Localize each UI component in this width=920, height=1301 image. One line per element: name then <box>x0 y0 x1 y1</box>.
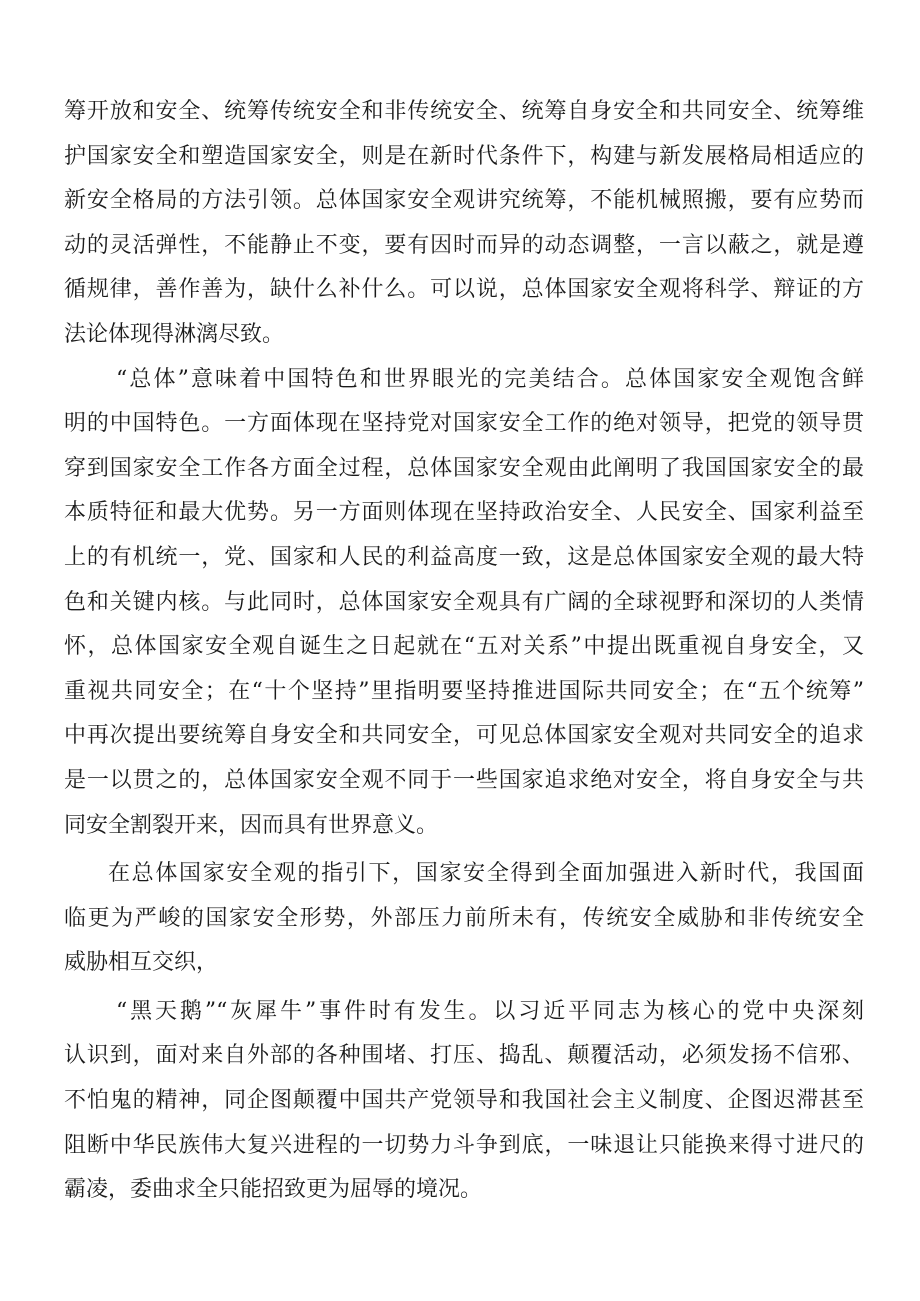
text-line: 筹开放和安全、统筹传统安全和非传统安全、统筹自身安全和共同安全、统筹维 <box>64 99 864 124</box>
text-line: 阻断中华民族伟大复兴进程的一切势力斗争到底，一味退让只能换来得寸进尺的 <box>64 1132 864 1158</box>
paragraph-first-line: “黑天鹅”“灰犀牛”事件时有发生。以习近平同志为核心的党中央深刻 <box>116 998 864 1024</box>
text-line: 上的有机统一，党、国家和人民的利益高度一致，这是总体国家安全观的最大特 <box>64 544 864 570</box>
text-line: 同安全割裂开来，因而具有世界意义。 <box>64 812 439 838</box>
text-line: 明的中国特色。一方面体现在坚持党对国家安全工作的绝对领导，把党的领导贯 <box>64 411 864 437</box>
text-line: 怀，总体国家安全观自诞生之日起就在“五对关系”中提出既重视自身安全，又 <box>64 634 864 660</box>
text-line: 认识到，面对来自外部的各种围堵、打压、捣乱、颠覆活动，必须发扬不信邪、 <box>64 1043 864 1069</box>
text-line: 本质特征和最大优势。另一方面则体现在坚持政治安全、人民安全、国家利益至 <box>64 500 864 526</box>
document-body <box>64 90 864 1213</box>
text-line: 循规律，善作善为，缺什么补什么。可以说，总体国家安全观将科学、辩证的方 <box>64 277 864 303</box>
text-line: 威胁相互交织， <box>64 950 219 976</box>
text-line: 重视共同安全；在“十个坚持”里指明要坚持推进国际共同安全；在“五个统筹” <box>64 678 864 704</box>
text-line: 临更为严峻的国家安全形势，外部压力前所未有，传统安全威胁和非传统安全 <box>64 905 864 931</box>
paragraph-first-line: “总体”意味着中国特色和世界眼光的完美结合。总体国家安全观饱含鲜 <box>116 366 864 392</box>
text-line: 护国家安全和塑造国家安全，则是在新时代条件下，构建与新发展格局相适应的 <box>64 143 864 169</box>
text-line: 不怕鬼的精神，同企图颠覆中国共产党领导和我国社会主义制度、企图迟滞甚至 <box>64 1088 864 1114</box>
text-line: 新安全格局的方法引领。总体国家安全观讲究统筹，不能机械照搬，要有应势而 <box>64 188 864 214</box>
paragraph-first-line: 在总体国家安全观的指引下，国家安全得到全面加强进入新时代，我国面 <box>108 861 864 887</box>
text-line: 动的灵活弹性，不能静止不变，要有因时而异的动态调整，一言以蔽之，就是遵 <box>64 232 864 258</box>
text-line: 中再次提出要统筹自身安全和共同安全，可见总体国家安全观对共同安全的追求 <box>64 723 864 749</box>
text-line: 是一以贯之的，总体国家安全观不同于一些国家追求绝对安全，将自身安全与共 <box>64 767 864 793</box>
text-line: 霸凌，委曲求全只能招致更为屈辱的境况。 <box>64 1177 483 1203</box>
text-line: 法论体现得淋漓尽致。 <box>64 321 285 347</box>
text-line: 穿到国家安全工作各方面全过程，总体国家安全观由此阐明了我国国家安全的最 <box>64 455 864 481</box>
text-line: 色和关键内核。与此同时，总体国家安全观具有广阔的全球视野和深切的人类情 <box>64 589 864 615</box>
